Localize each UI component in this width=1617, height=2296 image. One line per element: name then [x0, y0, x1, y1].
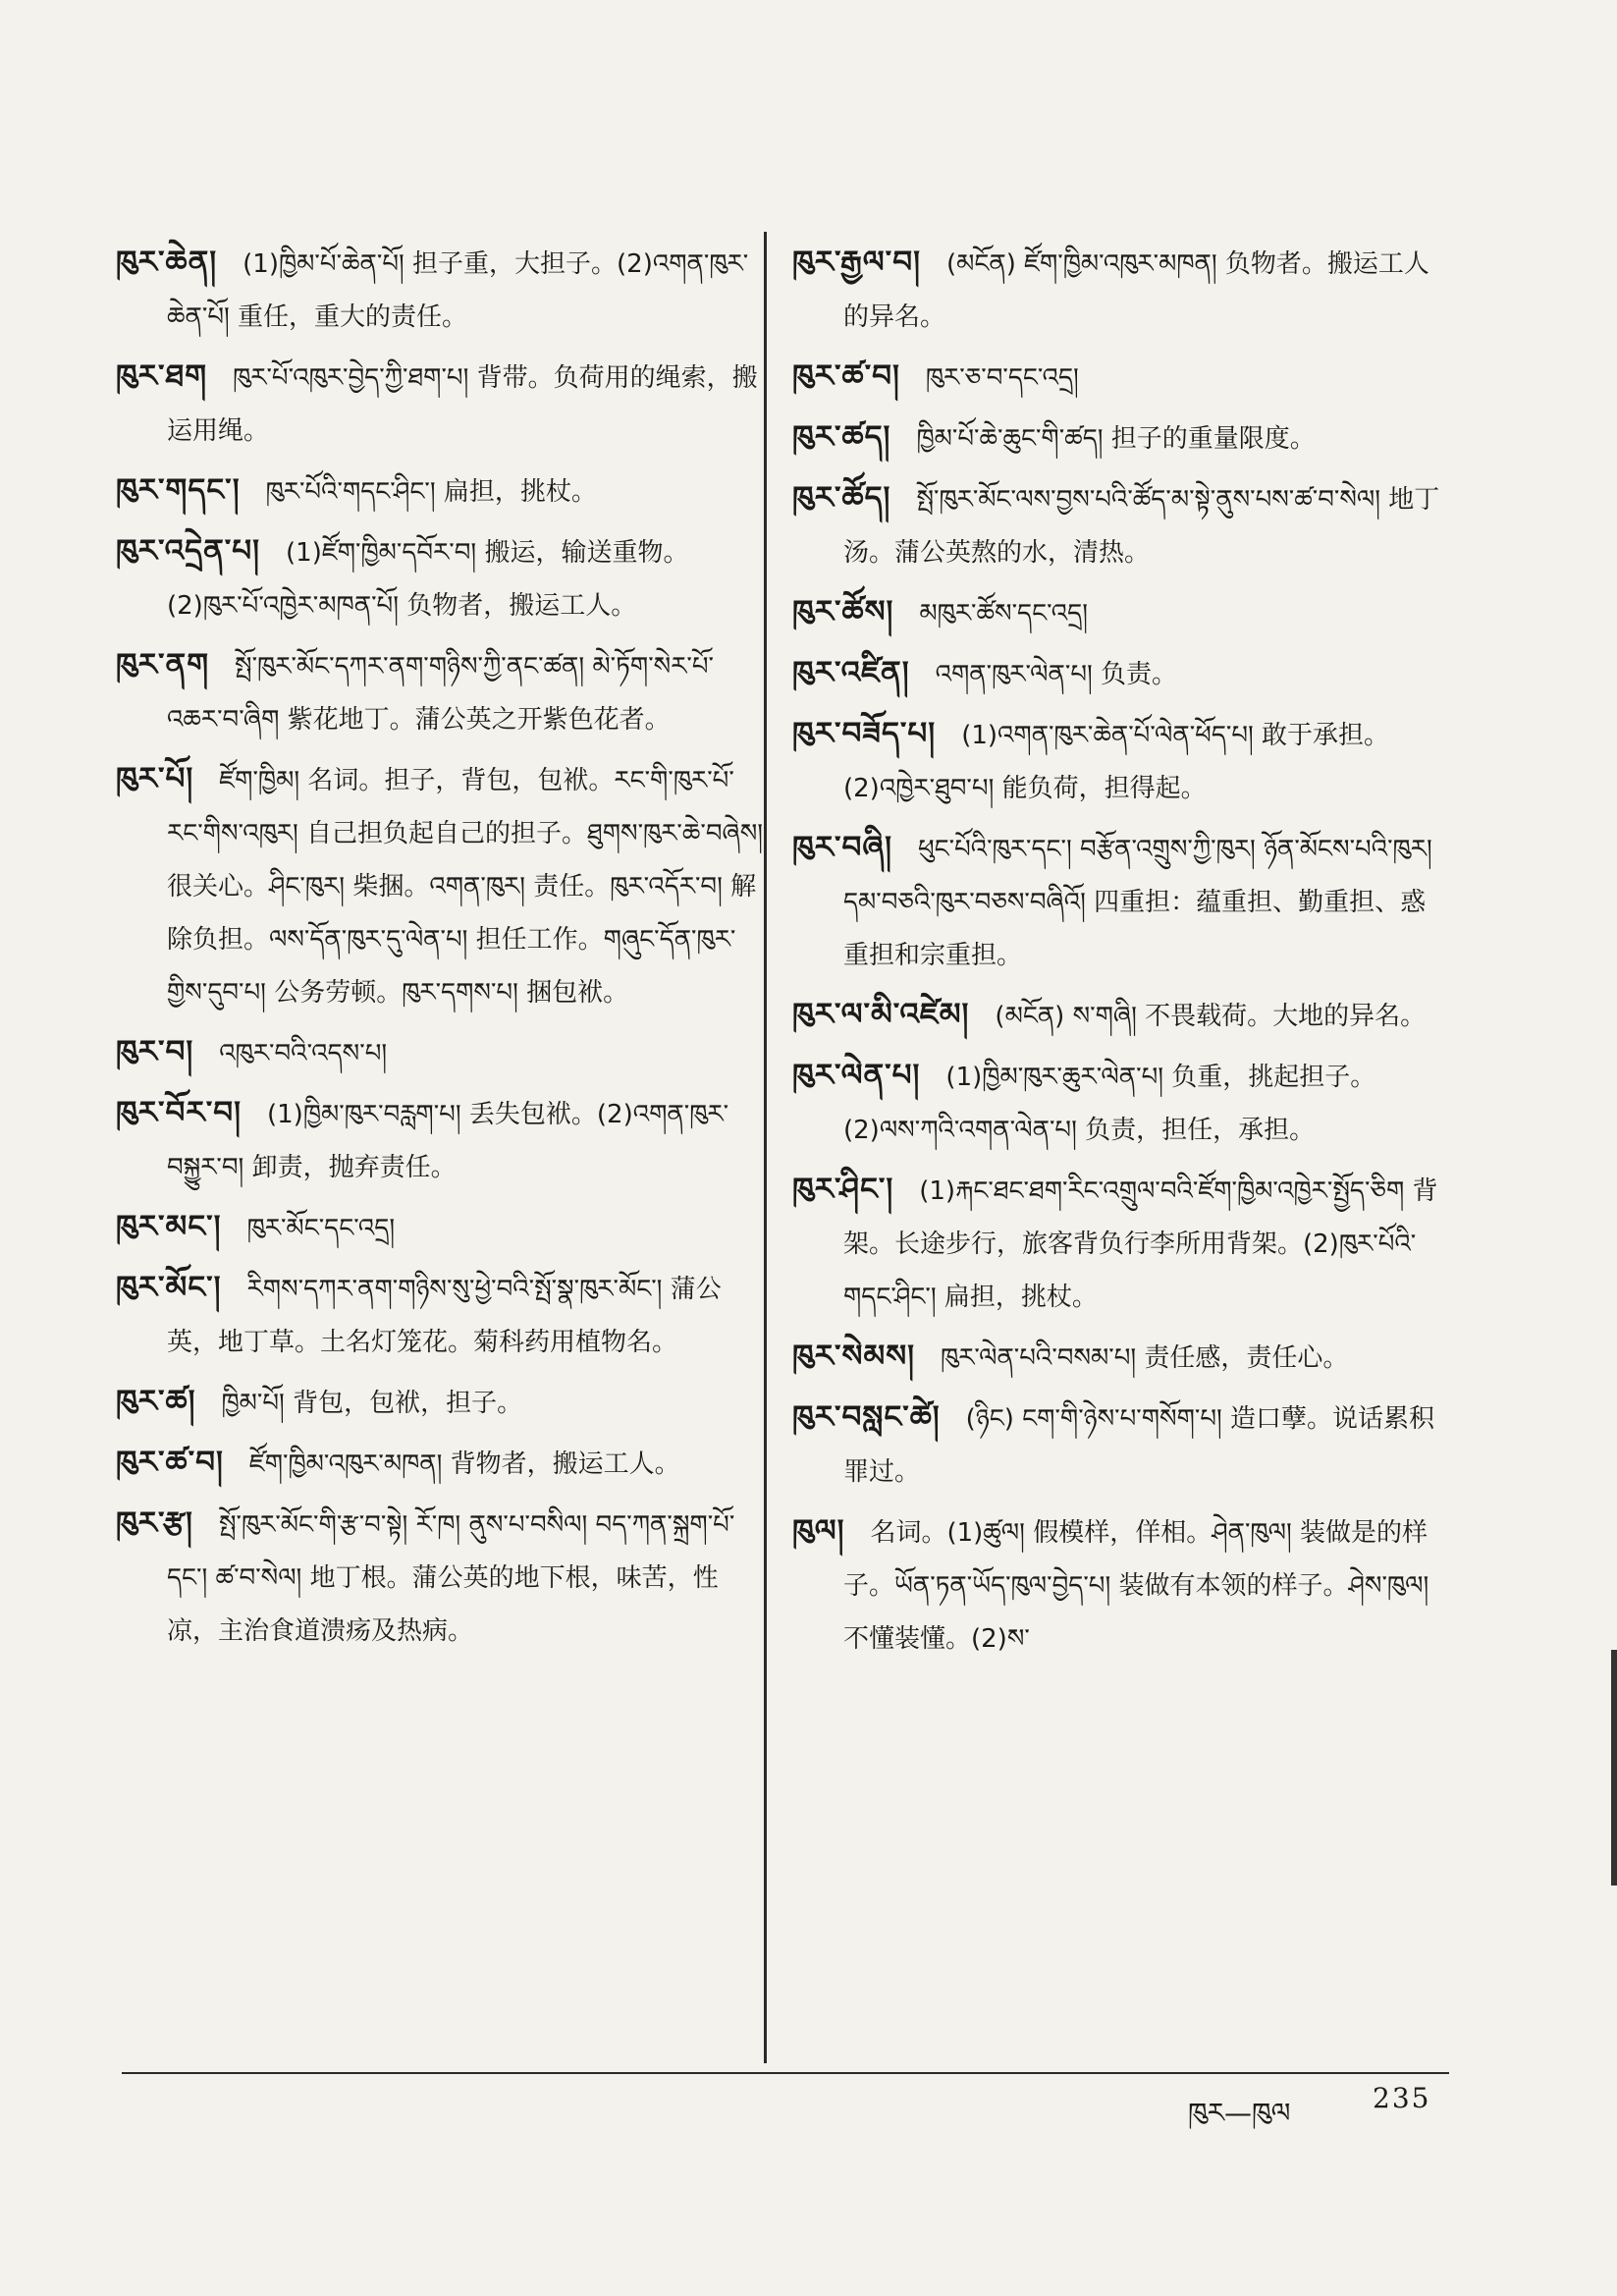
entry-definition: ཁུར་ཅ་བ་དང་འདྲ།: [925, 363, 1079, 393]
entry-body: [792, 350, 1450, 405]
entry-body: [116, 1086, 764, 1194]
entry-body: [116, 464, 764, 519]
entry-headword: ཁུར་བཟོད་པ།: [792, 716, 937, 751]
dictionary-entry: [792, 410, 1450, 465]
entry-body: [792, 1330, 1450, 1385]
entry-definition: (1)ཛོག་ཁྱིམ་དབོར་བ། 搬运，输送重物。(2)ཁུར་པོ་འཁྱེར་མཁན་པོ། 负物者，搬运工人。: [167, 538, 689, 621]
entry-definition: ཁུར་མོང་དང་འདྲ།: [246, 1214, 396, 1243]
dictionary-entry: [116, 1086, 764, 1194]
entry-definition: འཁུར་བའི་འདས་པ།: [219, 1039, 388, 1068]
entry-definition: ཁུར་པོའི་གདང་ཤིང་། 扁担，挑杖。: [265, 477, 597, 507]
entry-definition: (ཉིང) ངག་གི་ཉེས་པ་གསོག་པ། 造口孽。说话累积罪过。: [843, 1404, 1435, 1487]
entry-definition: (1)འགན་ཁུར་ཆེན་པོ་ལེན་ཕོད་པ། 敢于承担。(2)འཁྱེར་ཐུབ་པ། 能负荷，担得起。: [843, 721, 1390, 803]
entry-headword: ཁུར་ལེན་པ།: [792, 1058, 921, 1093]
right-column: [792, 236, 1450, 1671]
dictionary-entry: [792, 646, 1450, 701]
entry-body: [116, 350, 764, 458]
entry-headword: ཁུར་པོ།: [116, 761, 194, 796]
entry-body: [116, 1025, 764, 1080]
entry-definition: སྤོ་ཁུར་མོང་ལས་བྱས་པའི་ཚོད་མ་སྟེ་ནུས་པས་ཚ་བ་སེལ། 地丁汤。蒲公英熬的水，清热。: [843, 485, 1440, 568]
footer-range: ཁུར—ཁུལ: [1188, 2097, 1291, 2129]
entry-body: [116, 1261, 764, 1369]
entry-headword: ཁུར་འཛིན།: [792, 655, 910, 690]
entry-definition: (མངོན) ས་གཞི། 不畏载荷。大地的异名。: [995, 1002, 1427, 1031]
page-number: 235: [1373, 2082, 1431, 2114]
entry-headword: ཁུར་ཚ་བ།: [116, 1445, 224, 1480]
dictionary-entry: [116, 1025, 764, 1080]
entry-headword: ཁུར་ཚོས།: [792, 594, 894, 629]
entry-headword: ཁུར་རྒྱལ་བ།: [792, 245, 921, 280]
entry-body: [792, 236, 1450, 344]
entry-definition: 名词。(1)ཚུལ། 假模样，佯相。ཤེན་ཁུལ། 装做是的样子。ཡོན་ཏན་ཡོད་ཁུལ་བྱེད་པ། 装做有本领的样子。ཤེས་ཁུལ། 不懂装懂。(2)ས་: [843, 1518, 1429, 1654]
entry-definition: (1)རྐང་ཐང་ཐག་རིང་འགྲུལ་བའི་ཛོག་ཁྱིམ་འཁྱེར་སྤྱོད་ཅིག 背架。长途步行，旅客背负行李所用背架。(2)ཁུར་པོའི་གདང་ཤིང་། 扁担，挑杖。: [843, 1176, 1438, 1312]
dictionary-entry: [792, 471, 1450, 579]
entry-body: [116, 752, 764, 1019]
dictionary-entry: [116, 236, 764, 344]
entry-body: [792, 707, 1450, 815]
entry-headword: ཁུལ།: [792, 1513, 845, 1549]
entry-body: [792, 988, 1450, 1043]
entry-definition: (1)ཁྱིམ་པོ་ཆེན་པོ། 担子重，大担子。(2)འགན་ཁུར་ཆེན་པོ། 重任，重大的责任。: [167, 249, 749, 332]
dictionary-entry: [792, 707, 1450, 815]
entry-definition: སྤོ་ཁུར་མོང་གི་རྩ་བ་སྟེ། རོ་ཁ། ནུས་པ་བསིལ། བད་ཀན་སྐྲག་པོ་དང་། ཚ་བ་སེལ། 地丁根。蒲公英的地下根，味苦，性凉，主治食道溃疡及热病。: [167, 1510, 735, 1646]
page-edge-shadow: [1611, 1650, 1617, 1886]
entry-definition: མཁུར་ཚོས་དང་འདྲ།: [919, 599, 1088, 629]
entry-definition: (1)ཁྱིམ་ཁུར་བརླག་པ། 丢失包袱。(2)འགན་ཁུར་བསྐྱུར་བ། 卸责，抛弃责任。: [167, 1100, 729, 1182]
entry-headword: ཁུར་མང་།: [116, 1209, 222, 1244]
dictionary-entry: [116, 1261, 764, 1369]
entry-headword: ཁུར་ལ་མི་འཛེམ།: [792, 997, 970, 1032]
entry-body: [792, 1391, 1450, 1499]
entry-headword: ཁུར་ཚོད།: [792, 480, 891, 516]
entry-body: [792, 585, 1450, 640]
entry-body: [116, 1200, 764, 1255]
entry-definition: ཕུང་པོའི་ཁུར་དང་། བརྩོན་འགྲུས་ཀྱི་ཁུར། ཉོན་མོངས་པའི་ཁུར། དམ་བཅའི་ཁུར་བཅས་བཞིའོ། 四重担：蕴重担、勤重担、惑重担和宗重担。: [843, 835, 1432, 970]
entry-definition: ཛོག་ཁྱིམ། 名词。担子，背包，包袱。རང་གི་ཁུར་པོ་རང་གིས་འཁུར། 自己担负起自己的担子。ཐུགས་ཁུར་ཆེ་བཞེས། 很关心。ཤིང་ཁུར། 柴捆。འགན་ཁུར། 责任。ཁུར་འདོར་བ། 解除负担。ལས་དོན་ཁུར་དུ་ལེན་པ། 担任工作。གཞུང་དོན་ཁུར་གྱིས་དུབ་པ། 公务劳顿。ཁུར་དགས་པ། 捆包袱。: [167, 766, 764, 1008]
dictionary-entry: [792, 350, 1450, 405]
dictionary-entry: [792, 1330, 1450, 1385]
entry-headword: ཁུར་ཤིང་།: [792, 1172, 894, 1207]
entry-body: [792, 1049, 1450, 1157]
dictionary-entry: [792, 1049, 1450, 1157]
entry-body: [792, 1163, 1450, 1324]
entry-headword: ཁུར་གདང་།: [116, 472, 241, 508]
entry-body: [116, 1375, 764, 1430]
entry-headword: ཁུར་མོང་།: [116, 1270, 222, 1305]
footer-rule: [122, 2072, 1449, 2074]
entry-definition: ཁུར་པོ་འཁུར་བྱེད་ཀྱི་ཐག་པ། 背带。负荷用的绳索，搬运用绳。: [167, 363, 758, 446]
dictionary-entry: [792, 988, 1450, 1043]
entry-headword: ཁུར་ནག: [116, 647, 210, 683]
entry-body: [792, 821, 1450, 982]
entry-headword: ཁུར་ཚ།: [116, 1384, 196, 1419]
dictionary-entry: [792, 585, 1450, 640]
entry-definition: (མངོན) ཛོག་ཁྱིམ་འཁུར་མཁན། 负物者。搬运工人的异名。: [843, 249, 1429, 332]
dictionary-entry: [792, 821, 1450, 982]
entry-definition: ཁྱིམ་པོ། 背包，包袱，担子。: [221, 1389, 523, 1418]
dictionary-entry: [792, 1391, 1450, 1499]
dictionary-entry: [792, 236, 1450, 344]
dictionary-entry: [116, 752, 764, 1019]
dictionary-entry: [792, 1504, 1450, 1666]
entry-headword: ཁུར་བཞི།: [792, 830, 892, 865]
entry-body: [792, 1504, 1450, 1666]
dictionary-entry: [116, 1497, 764, 1658]
dictionary-entry: [116, 524, 764, 632]
entry-headword: ཁུར་ཚད།: [792, 419, 891, 455]
entry-definition: ཛོག་ཁྱིམ་འཁུར་མཁན། 背物者，搬运工人。: [248, 1449, 680, 1479]
dictionary-entry: [116, 464, 764, 519]
entry-headword: ཁུར་ཐག: [116, 358, 208, 394]
dictionary-entry: [116, 1436, 764, 1491]
entry-definition: (1)ཁྱིམ་ཁུར་ཆུར་ལེན་པ། 负重，挑起担子。(2)ལས་ཀའི་འགན་ལེན་པ། 负责，担任，承担。: [843, 1063, 1376, 1145]
column-divider: [764, 232, 767, 2063]
dictionary-entry: [116, 1200, 764, 1255]
entry-body: [116, 1436, 764, 1491]
entry-body: [792, 646, 1450, 701]
entry-definition: ཁུར་ལེན་པའི་བསམ་པ། 责任感，责任心。: [941, 1343, 1349, 1373]
entry-body: [116, 524, 764, 632]
entry-definition: ཁྱིམ་པོ་ཆེ་ཆུང་གི་ཚད། 担子的重量限度。: [916, 424, 1316, 454]
left-column: [116, 236, 764, 1664]
entry-definition: འགན་ཁུར་ལེན་པ། 负责。: [935, 660, 1178, 689]
entry-definition: སྤོ་ཁུར་མོང་དཀར་ནག་གཉིས་ཀྱི་ནང་ཚན། མེ་ཏོག་སེར་པོ་འཆར་བ་ཞིག 紫花地丁。蒲公英之开紫色花者。: [167, 652, 714, 735]
entry-headword: ཁུར་ཆེན།: [116, 245, 218, 280]
dictionary-entry: [116, 1375, 764, 1430]
entry-body: [792, 410, 1450, 465]
entry-headword: ཁུར་རྩ།: [116, 1505, 193, 1541]
entry-body: [792, 471, 1450, 579]
entry-body: [116, 1497, 764, 1658]
entry-headword: ཁུར་བ།: [116, 1034, 194, 1069]
entry-headword: ཁུར་ཚ་བ།: [792, 358, 900, 394]
entry-headword: ཁུར་བསླང་ཚེ།: [792, 1399, 941, 1435]
entry-headword: ཁུར་སེམས།: [792, 1339, 916, 1374]
entry-body: [116, 638, 764, 746]
entry-definition: རིགས་དཀར་ནག་གཉིས་སུ་ཕྱེ་བའི་སྤོ་སྣ་ཁུར་མོང་། 蒲公英，地丁草。土名灯笼花。菊科药用植物名。: [167, 1275, 722, 1357]
dictionary-entry: [116, 350, 764, 458]
entry-headword: ཁུར་འདྲེན་པ།: [116, 533, 261, 569]
entry-body: [116, 236, 764, 344]
entry-headword: ཁུར་བོར་བ།: [116, 1095, 242, 1130]
dictionary-entry: [792, 1163, 1450, 1324]
dictionary-entry: [116, 638, 764, 746]
